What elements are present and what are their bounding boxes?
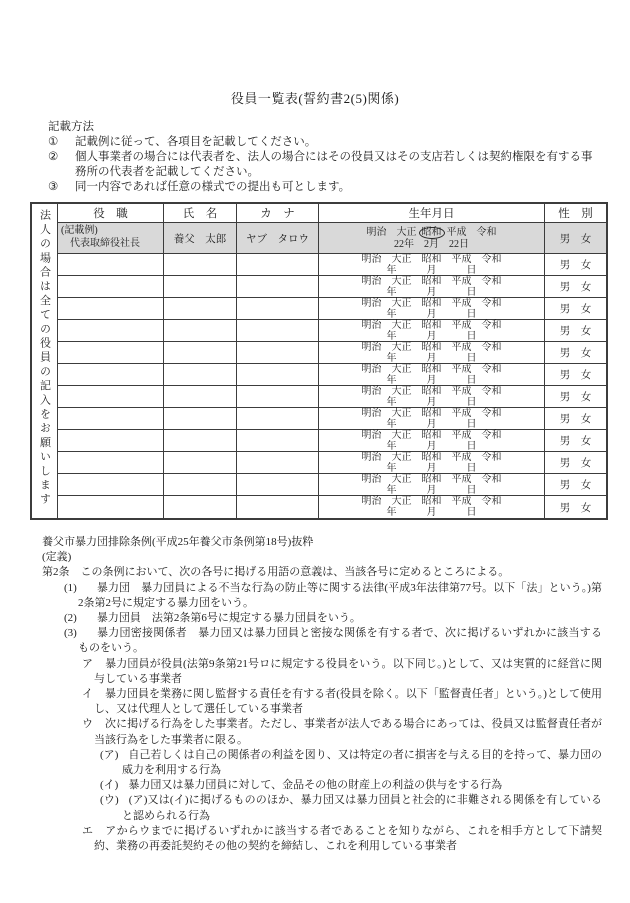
name-cell [164,254,237,275]
item-text: 暴力団又は暴力団員に対して、金品その他の財産上の利益の供与をする行為 [128,779,503,792]
ordinance-section [42,535,602,854]
kana-cell-example: ヤブ タロウ [237,223,319,253]
sex-cell-example: 男 女 [559,233,592,245]
name-cell [164,474,237,495]
sex-cell: 男 女 [559,392,592,403]
header-birthdate: 生年月日 [319,204,545,222]
name-cell [164,342,237,363]
item-label: (2) [64,612,77,625]
role-cell [58,342,164,363]
birth-cell [319,254,545,275]
ordinance-item [42,778,602,793]
instruction-number: ② [48,151,59,163]
example-row [58,223,606,254]
instruction-text: 同一内容であれば任意の様式での提出も可とします。 [75,181,351,193]
era-options: 明治 大正 昭和 平成 令和 [361,253,502,265]
ordinance-item [42,717,602,747]
item-text: 暴力団員を業務に関し監督する責任を有する者(役員を除く。以下「監督責任者」という。)として使用し、又は代理人として選任している事業者 [94,688,603,716]
ordinance-heading: 養父市暴力団排除条例(平成25年養父市条例第18号)抜粋 [42,536,314,548]
table-row [58,298,606,320]
date-placeholders: 年 月 日 [386,396,477,408]
sex-cell: 男 女 [559,458,592,469]
officer-table [30,202,608,520]
sex-cell: 男 女 [559,436,592,447]
instructions-heading: 記載方法 [48,121,94,133]
item-label: ウ [82,718,94,731]
date-placeholders: 年 月 日 [386,484,477,496]
item-text: (ア)又は(イ)に掲げるもののほか、暴力団又は暴力団員と社会的に非難される関係を有していると認められる行為 [122,794,603,822]
instruction-number: ① [48,136,59,148]
role-cell [58,430,164,451]
date-placeholders: 年 月 日 [386,462,477,474]
item-text: 暴力団員 法第2条第6号に規定する暴力団員をいう。 [96,612,361,625]
role-cell [58,474,164,495]
item-text: 暴力団 暴力団員による不当な行為の防止等に関する法律(平成3年法律第77号。以下「法」という。)第2条第2号に規定する暴力団をいう。 [78,581,602,609]
article-text: この条例において、次の各号に掲げる用語の意義は、当該各号に定めるところによる。 [80,566,510,579]
birth-cell [319,430,545,451]
birth-cell [319,364,545,385]
birth-cell [319,342,545,363]
sex-cell: 男 女 [559,348,592,359]
role-cell [58,452,164,473]
article-label: 第2条 [42,566,70,579]
header-kana: カ ナ [237,204,319,222]
item-label: (3) [64,627,77,640]
role-cell [58,276,164,297]
header-name: 氏 名 [164,204,237,222]
ordinance-subheading: (定義) [42,551,72,564]
table-row [58,496,606,518]
birth-cell [319,496,545,518]
date-placeholders: 年 月 日 [386,352,477,364]
kana-cell [237,276,319,297]
sex-cell: 男 女 [559,282,592,293]
role-cell [58,386,164,407]
era-options: 明治 大正 昭和 平成 令和 [361,297,502,309]
sex-cell: 男 女 [559,502,592,514]
date-placeholders: 年 月 日 [386,507,477,518]
date-placeholders: 年 月 日 [386,374,477,386]
side-note-cell [32,204,58,518]
item-text: 次に掲げる行為をした事業者。ただし、事業者が法人である場合にあっては、役員又は監督責任者が当該行為をした事業者に限る。 [94,718,602,746]
role-cell [58,496,164,518]
header-role: 役 職 [58,204,164,222]
role-cell [58,364,164,385]
date-placeholders: 年 月 日 [386,264,477,276]
item-label: (ア) [100,748,119,761]
ordinance-item [42,657,602,687]
era-options: 明治 大正 昭和 平成 令和 [361,341,502,353]
name-cell [164,386,237,407]
role-cell [58,408,164,429]
name-cell [164,496,237,518]
table-row [58,276,606,298]
header-sex: 性 別 [558,208,593,220]
kana-cell [237,452,319,473]
ordinance-item [42,824,602,854]
sex-cell: 男 女 [559,480,592,491]
page-title: 役員一覧表(誓約書2(5)関係) [230,91,400,106]
table-row [58,408,606,430]
ordinance-item [42,793,602,823]
era-options [367,227,497,239]
instructions-section [48,120,602,195]
item-label: ア [82,657,94,670]
ordinance-article [42,565,602,580]
kana-cell [237,320,319,341]
era-text: 明治 大正 [366,226,417,238]
sex-cell: 男 女 [559,326,592,337]
role-cell [58,320,164,341]
era-options: 明治 大正 昭和 平成 令和 [361,385,502,397]
table-row [58,320,606,342]
instruction-text: 記載例に従って、各項目を記載してください。 [75,136,317,148]
name-cell [164,298,237,319]
table-row [58,342,606,364]
birth-date-example: 22年 2月 22日 [394,238,469,250]
ordinance-item [42,611,602,626]
table-row [58,386,606,408]
item-label: (1) [64,581,77,594]
kana-cell [237,408,319,429]
birth-cell [319,408,545,429]
name-cell [164,364,237,385]
name-cell [164,430,237,451]
date-placeholders: 年 月 日 [386,418,477,430]
item-label: エ [82,824,94,837]
era-options: 明治 大正 昭和 平成 令和 [361,473,502,485]
birth-cell [319,320,545,341]
item-text: 暴力団密接関係者 暴力団又は暴力団員と密接な関係を有する者で、次に掲げるいずれかに該当するものをいう。 [78,627,602,655]
era-options: 明治 大正 昭和 平成 令和 [361,451,502,463]
table-row [58,364,606,386]
sex-cell: 男 女 [559,304,592,315]
table-row [58,452,606,474]
birth-cell [319,298,545,319]
era-options: 明治 大正 昭和 平成 令和 [361,319,502,331]
sex-cell: 男 女 [559,370,592,381]
sex-cell: 男 女 [559,260,592,271]
item-label: (ウ) [100,794,119,807]
era-options: 明治 大正 昭和 平成 令和 [361,275,502,287]
kana-cell [237,364,319,385]
name-cell [164,452,237,473]
kana-cell [237,342,319,363]
role-cell [58,298,164,319]
ordinance-item [42,581,602,611]
instruction-item-1 [48,135,602,150]
item-text: 暴力団員が役員(法第9条第21号ロに規定する役員をいう。以下同じ。)として、又は実質的に経営に関与している事業者 [94,657,603,685]
item-text: 自己若しくは自己の関係者の利益を図り、又は特定の者に損害を与える目的を持って、暴力団の威力を利用する行為 [122,748,603,777]
date-placeholders: 年 月 日 [386,440,477,452]
birth-cell [319,474,545,495]
kana-cell [237,254,319,275]
table-row [58,430,606,452]
date-placeholders: 年 月 日 [386,286,477,298]
kana-cell [237,298,319,319]
kana-cell [237,496,319,518]
era-options: 明治 大正 昭和 平成 令和 [361,363,502,375]
name-cell [164,276,237,297]
item-label: イ [82,688,94,701]
era-options: 明治 大正 昭和 平成 令和 [361,496,502,507]
example-label: (記載例) [61,225,98,236]
birth-cell [319,276,545,297]
ordinance-item [42,748,602,778]
birth-cell [319,452,545,473]
role-cell-example [58,223,164,253]
instruction-text: 個人事業者の場合には代表者を、法人の場合にはその役員又はその支店若しくは契約権限を有する事務所の代表者を記載してください。 [75,151,593,178]
instruction-number: ③ [48,181,59,193]
item-label: (イ) [100,779,119,792]
example-role: 代表取締役社長 [70,237,140,249]
sex-cell: 男 女 [559,414,592,425]
instruction-item-2 [48,150,602,180]
kana-cell [237,430,319,451]
item-text: アからウまでに掲げるいずれかに該当する者であることを知りながら、これを相手方として下請契約、業務の再委託契約その他の契約を締結し、これを利用している事業者 [94,824,602,853]
era-text: 平成 令和 [446,226,497,238]
ordinance-item [42,626,602,656]
circled-era-showa: 昭和 [419,227,445,239]
side-note-vertical-text: 法人の場合は全ての役員の記入をお願いします [38,209,51,508]
ordinance-item [42,687,602,717]
officer-table-rows [58,204,606,518]
date-placeholders: 年 月 日 [386,308,477,320]
birth-cell-example [319,223,545,253]
birth-cell [319,386,545,407]
role-cell [58,254,164,275]
era-options: 明治 大正 昭和 平成 令和 [361,407,502,419]
table-row [58,474,606,496]
name-cell [164,408,237,429]
era-options: 明治 大正 昭和 平成 令和 [361,429,502,441]
kana-cell [237,386,319,407]
table-header-row [58,204,606,223]
instruction-item-3 [48,180,602,195]
name-cell-example: 養父 太郎 [164,223,237,253]
kana-cell [237,474,319,495]
name-cell [164,320,237,341]
date-placeholders: 年 月 日 [386,330,477,342]
table-row [58,254,606,276]
